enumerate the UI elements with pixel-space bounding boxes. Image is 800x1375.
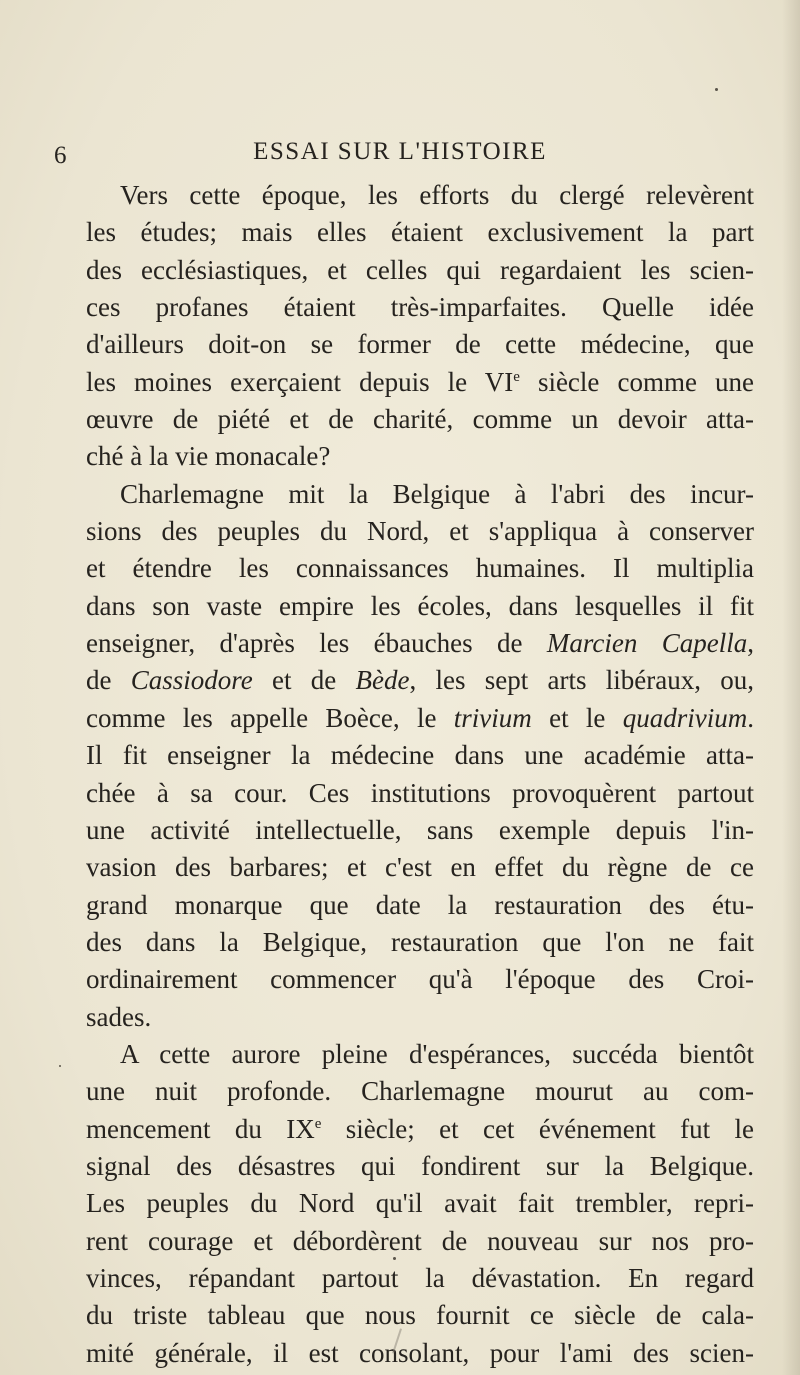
text-line: comme les appelle Boèce, le trivium et le quadrivium. bbox=[86, 702, 754, 733]
text-line: Charlemagne mit la Belgique à l'abri des incur- bbox=[120, 478, 754, 509]
text-line: dans son vaste empire les écoles, dans lesquelles il fit bbox=[86, 590, 754, 621]
text-line: signal des désastres qui fondirent sur la Belgique. bbox=[86, 1150, 754, 1181]
text-line: grand monarque que date la restauration des étu- bbox=[86, 889, 754, 920]
text-line: vinces, répandant partout la dévastation. En regard bbox=[86, 1262, 754, 1293]
paper-speck bbox=[59, 1065, 61, 1067]
text-line: ces profanes étaient très-imparfaites. Quelle idée bbox=[86, 292, 754, 323]
superscript: e bbox=[513, 368, 520, 385]
text-line: mencement du IXe siècle; et cet événement fut le bbox=[86, 1113, 754, 1144]
page-number: 6 bbox=[54, 142, 67, 169]
paper-speck bbox=[393, 1257, 396, 1260]
running-title: ESSAI SUR L'HISTOIRE bbox=[253, 138, 547, 165]
italic-term: trivium bbox=[453, 702, 532, 733]
text-line: chée à sa cour. Ces institutions provoquèrent partout bbox=[86, 777, 754, 808]
text-line: d'ailleurs doit-on se former de cette médecine, que bbox=[86, 329, 754, 360]
text-line: des dans la Belgique, restauration que l'on ne fait bbox=[86, 926, 754, 957]
body-text bbox=[86, 177, 754, 1372]
text-line: mité générale, il est consolant, pour l'ami des scien- bbox=[86, 1337, 754, 1368]
page-edge-shadow bbox=[782, 0, 800, 1375]
text-line: une activité intellectuelle, sans exemple depuis l'in- bbox=[86, 814, 754, 845]
text-line: du triste tableau que nous fournit ce siècle de cala- bbox=[86, 1300, 754, 1331]
italic-name: Marcien Capella bbox=[546, 628, 748, 659]
italic-term: quadrivium bbox=[622, 702, 748, 733]
text-line: enseigner, d'après les ébauches de Marcien Capella, bbox=[86, 628, 755, 659]
text-line: ordinairement commencer qu'à l'époque des Croi- bbox=[86, 964, 754, 995]
text-line: Il fit enseigner la médecine dans une académie atta- bbox=[86, 740, 754, 771]
superscript: e bbox=[314, 1115, 322, 1132]
running-head bbox=[0, 138, 800, 174]
italic-name: Bède bbox=[355, 665, 410, 696]
text-line: rent courage et débordèrent de nouveau sur nos pro- bbox=[86, 1225, 754, 1256]
text-line: les études; mais elles étaient exclusivement la part bbox=[86, 217, 754, 248]
paper-speck bbox=[715, 88, 718, 91]
text-line: les moines exerçaient depuis le VIe siècle comme une bbox=[86, 366, 754, 397]
text-line: de Cassiodore et de Bède, les sept arts libéraux, ou, bbox=[86, 665, 754, 696]
text-line: sions des peuples du Nord, et s'appliqua à conserver bbox=[86, 516, 754, 547]
text-line: et étendre les connaissances humaines. Il multiplia bbox=[86, 553, 754, 584]
text-line: des ecclésiastiques, et celles qui regardaient les scien- bbox=[86, 254, 754, 285]
text-line: Vers cette époque, les efforts du clergé relevèrent bbox=[120, 180, 754, 210]
text-line: œuvre de piété et de charité, comme un devoir atta- bbox=[86, 404, 754, 435]
text-line: Les peuples du Nord qu'il avait fait trembler, repri- bbox=[86, 1188, 754, 1219]
text-line: une nuit profonde. Charlemagne mourut au com- bbox=[86, 1076, 754, 1107]
text-line: A cette aurore pleine d'espérances, succéda bientôt bbox=[120, 1038, 754, 1069]
text-line: sades. bbox=[86, 1001, 152, 1032]
text-line: vasion des barbares; et c'est en effet du règne de ce bbox=[86, 852, 754, 883]
italic-name: Cassiodore bbox=[130, 665, 253, 696]
text-line: ché à la vie monacale? bbox=[86, 441, 331, 472]
